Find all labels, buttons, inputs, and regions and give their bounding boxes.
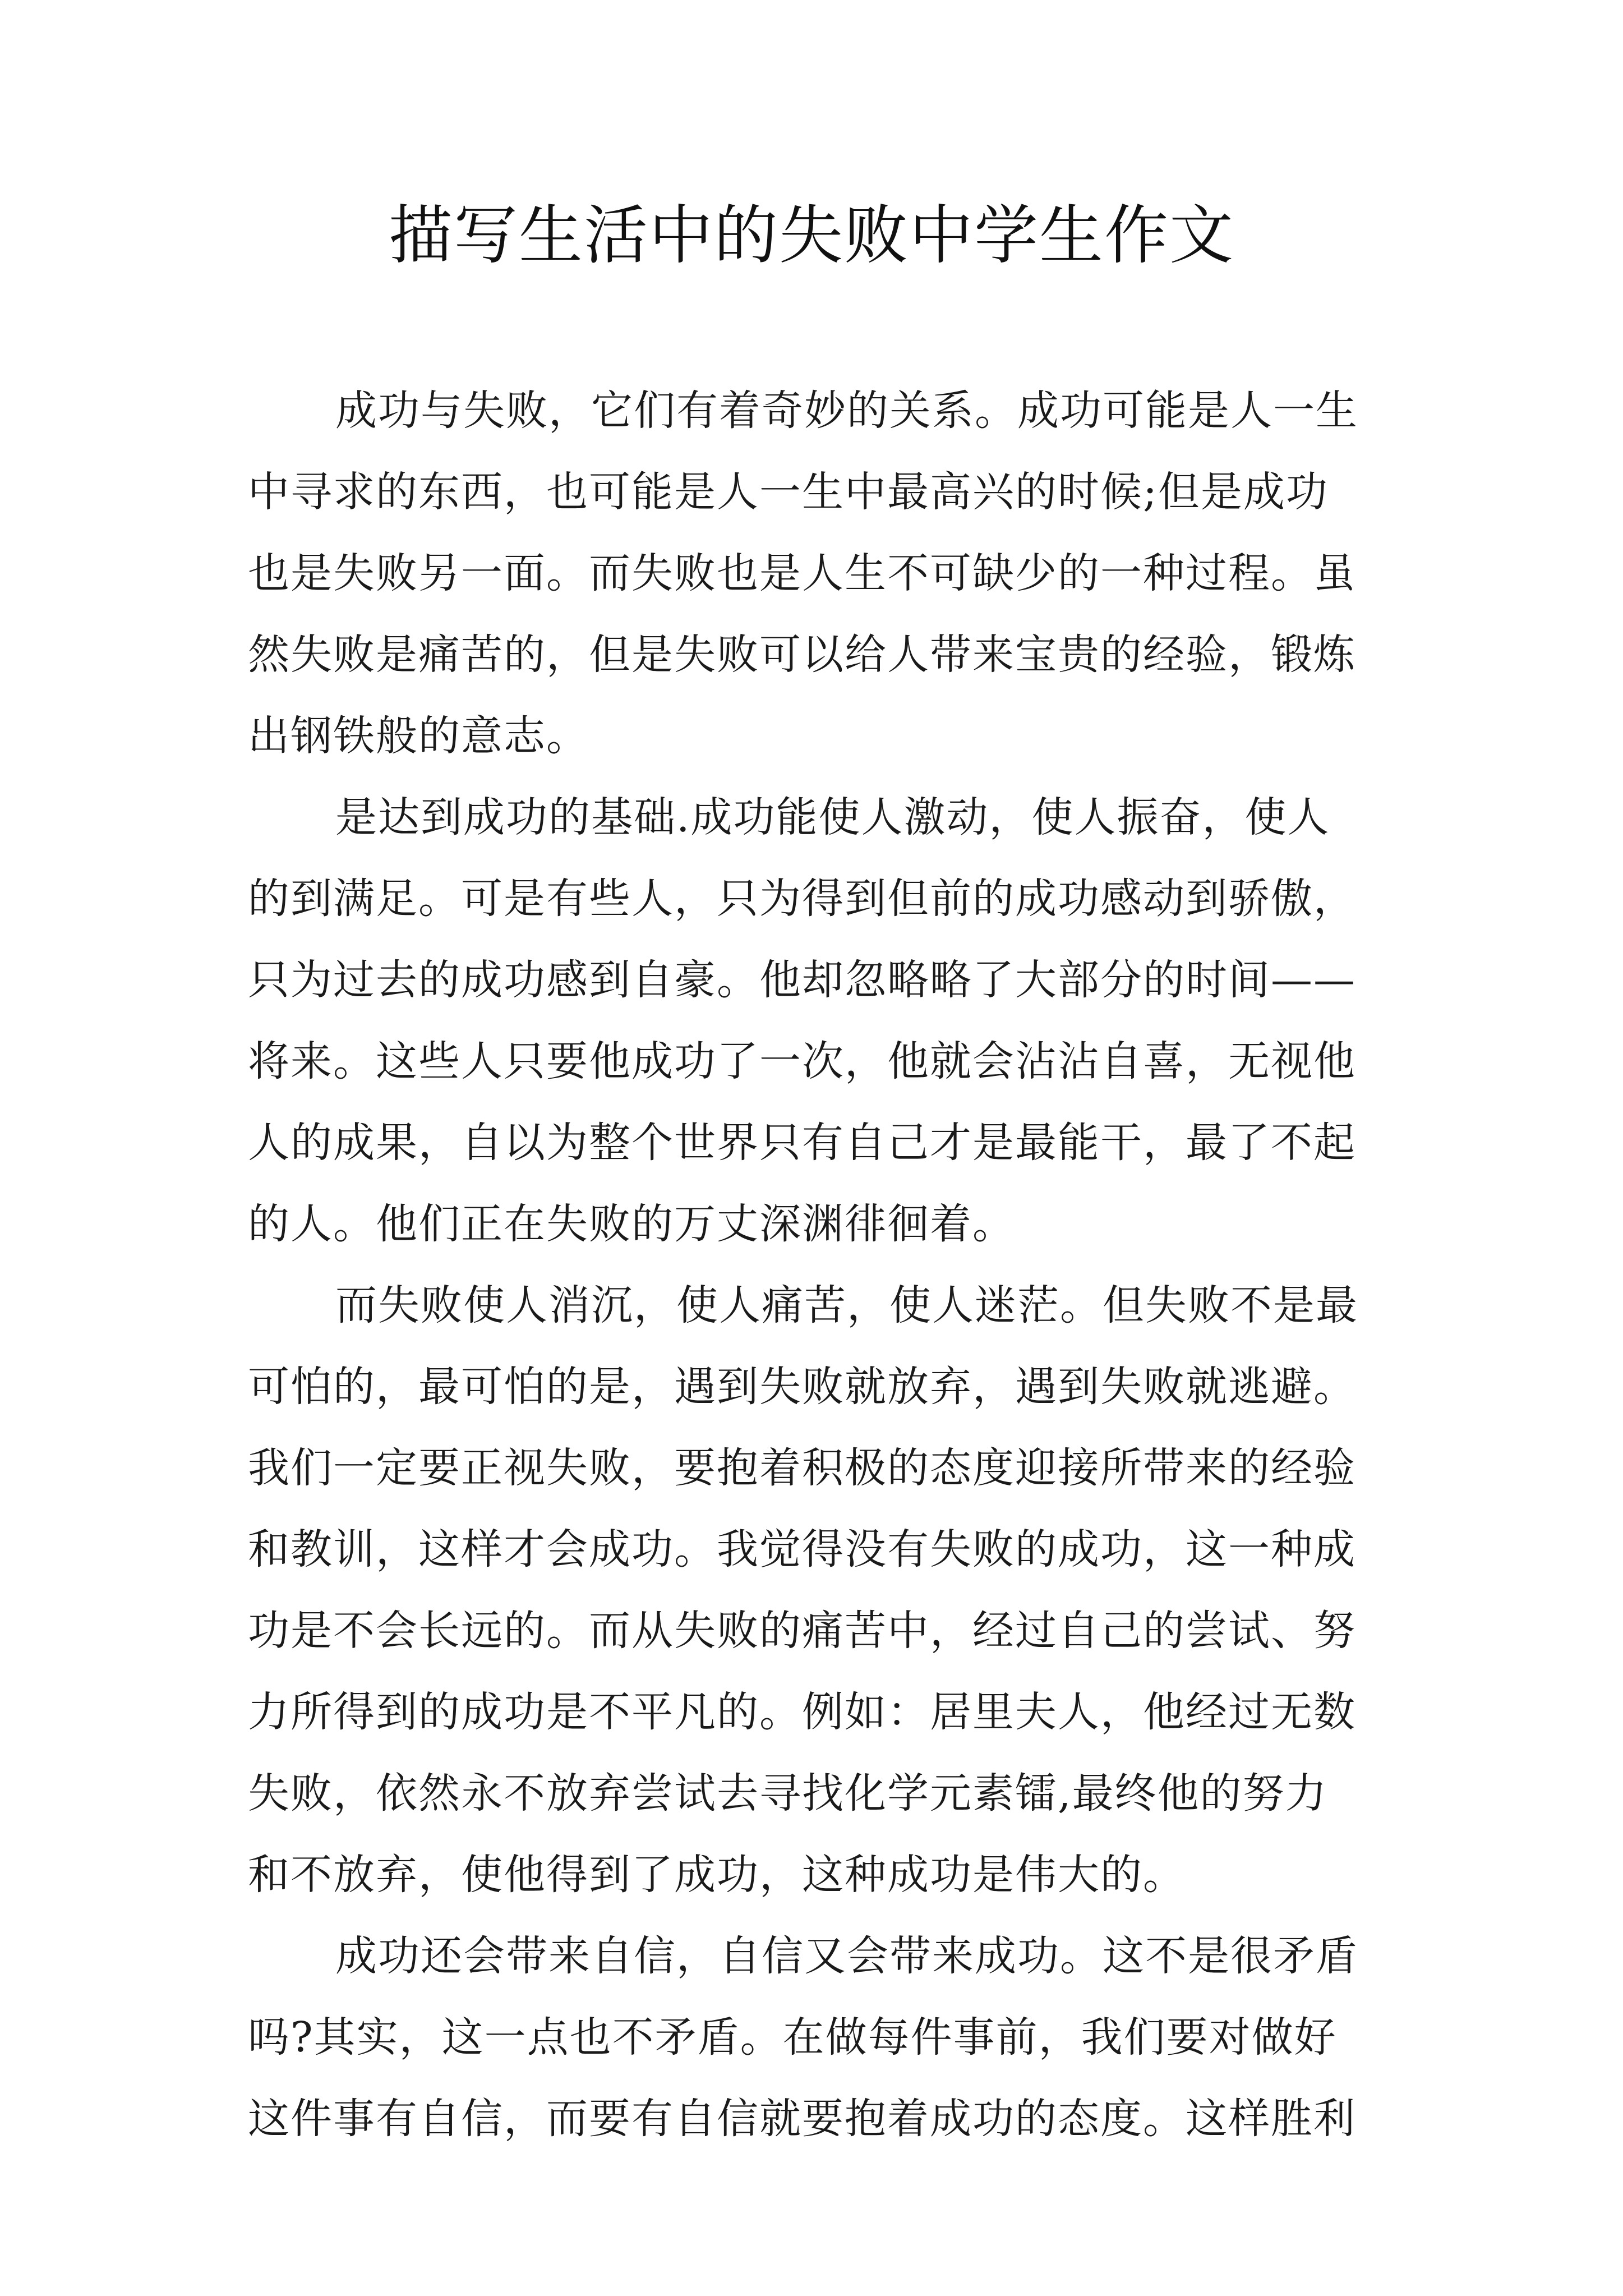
text-line: 的人。他们正在失败的万丈深渊徘徊着。 — [248, 1200, 1015, 1248]
text-line: 失败，依然永不放弃尝试去寻找化学元素镭,最终他的努力 — [248, 1769, 1328, 1818]
text-line: 而失败使人消沉，使人痛苦，使人迷茫。但失败不是最 — [335, 1281, 1358, 1329]
text-line: 和教训，这样才会成功。我觉得没有失败的成功，这一种成 — [248, 1525, 1356, 1573]
text-line: 出钢铁般的意志。 — [248, 712, 589, 760]
document-title: 描写生活中的失败中学生作文 — [388, 198, 1234, 273]
text-line: 成功与失败，它们有着奇妙的关系。成功可能是人一生 — [335, 386, 1358, 435]
text-line: 这件事有自信，而要有自信就要抱着成功的态度。这样胜利 — [248, 2095, 1356, 2143]
text-line: 也是失败另一面。而失败也是人生不可缺少的一种过程。虽 — [248, 549, 1356, 597]
text-line: 吗?其实，这一点也不矛盾。在做每件事前，我们要对做好 — [248, 2013, 1337, 2062]
text-line: 功是不会长远的。而从失败的痛苦中，经过自己的尝试、努 — [248, 1607, 1356, 1655]
text-line: 成功还会带来自信，自信又会带来成功。这不是很矛盾 — [335, 1932, 1358, 1980]
document-body — [248, 370, 1375, 2160]
text-line: 然失败是痛苦的，但是失败可以给人带来宝贵的经验，锻炼 — [248, 631, 1356, 679]
text-line: 和不放弃，使他得到了成功，这种成功是伟大的。 — [248, 1851, 1186, 1899]
text-line: 人的成果，自以为整个世界只有自己才是最能干，最了不起 — [248, 1119, 1356, 1167]
text-line: 是达到成功的基础.成功能使人激动，使人振奋，使人 — [335, 793, 1330, 841]
text-line: 我们一定要正视失败，要抱着积极的态度迎接所带来的经验 — [248, 1444, 1356, 1492]
text-line: 中寻求的东西，也可能是人一生中最高兴的时候;但是成功 — [248, 468, 1329, 516]
text-line: 将来。这些人只要他成功了一次，他就会沾沾自喜，无视他 — [248, 1037, 1356, 1085]
text-line: 的到满足。可是有些人，只为得到但前的成功感动到骄傲， — [248, 875, 1356, 923]
text-line: 力所得到的成功是不平凡的。例如：居里夫人，他经过无数 — [248, 1688, 1356, 1736]
text-line: 只为过去的成功感到自豪。他却忽略略了大部分的时间—— — [248, 956, 1356, 1004]
text-line: 可怕的，最可怕的是，遇到失败就放弃，遇到失败就逃避。 — [248, 1363, 1356, 1411]
